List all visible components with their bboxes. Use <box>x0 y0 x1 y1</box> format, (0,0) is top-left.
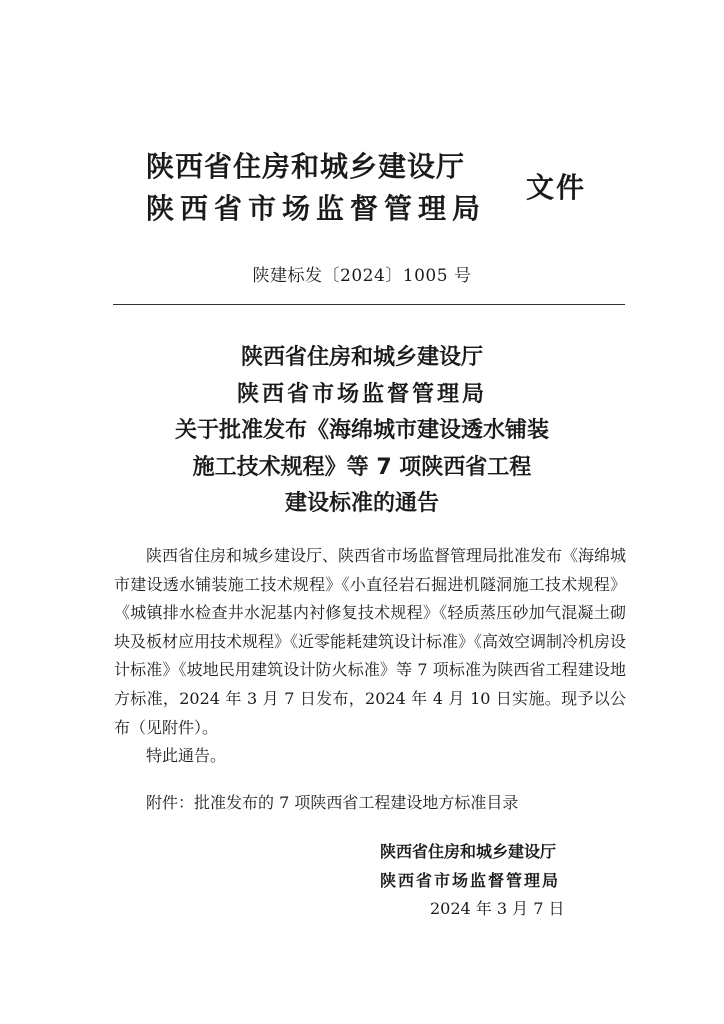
issuer-housing-dept: 陕西省住房和城乡建设厅 <box>146 150 466 183</box>
title-line-3: 关于批准发布《海绵城市建设透水铺装 <box>174 418 549 443</box>
signature-org-2: 陕西省市场监督管理局 <box>380 870 561 890</box>
doc-type-label: 文件 <box>526 171 587 204</box>
signature-block <box>380 838 640 924</box>
header-divider <box>113 304 625 305</box>
document-number: 陕建标发〔2024〕1005 号 <box>252 266 472 286</box>
issuer-block <box>146 146 516 230</box>
attachment-line: 附件：批准发布的 7 项陕西省工程建设地方标准目录 <box>146 793 519 812</box>
title-line-5: 建设标准的通告 <box>284 491 439 516</box>
title-line-1: 陕西省住房和城乡建设厅 <box>240 345 483 370</box>
signature-date: 2024 年 3 月 7 日 <box>430 899 565 919</box>
body-paragraph-2: 特此通告。 <box>146 746 227 766</box>
signature-org-1: 陕西省住房和城乡建设厅 <box>380 842 557 861</box>
notice-title <box>100 340 624 523</box>
issuer-market-bureau: 陕西省市场监督管理局 <box>146 192 487 225</box>
title-line-2: 陕西省市场监督管理局 <box>236 381 487 407</box>
title-line-4: 施工技术规程》等 7 项陕西省工程 <box>192 454 532 480</box>
notice-body <box>114 542 626 771</box>
body-paragraph-1: 陕西省住房和城乡建设厅、陕西省市场监督管理局批准发布《海绵城市建设透水铺装施工技术规程》《小直径岩石掘进机隧洞施工技术规程》《城镇排水检查井水泥基内衬修复技术规程》《轻质蒸压砂加气混凝土砌块及板材应用技术规程》《近零能耗建筑设计标准》《高效空调制冷机房设计标准》《坡地民用建筑设计防火标准》等 7 项标准为陕西省工程建设地方标准，2024 年 3 月 7 日发布，2024 年 4 月 10 日实施。现予以公布（见附件）。 <box>114 546 627 737</box>
